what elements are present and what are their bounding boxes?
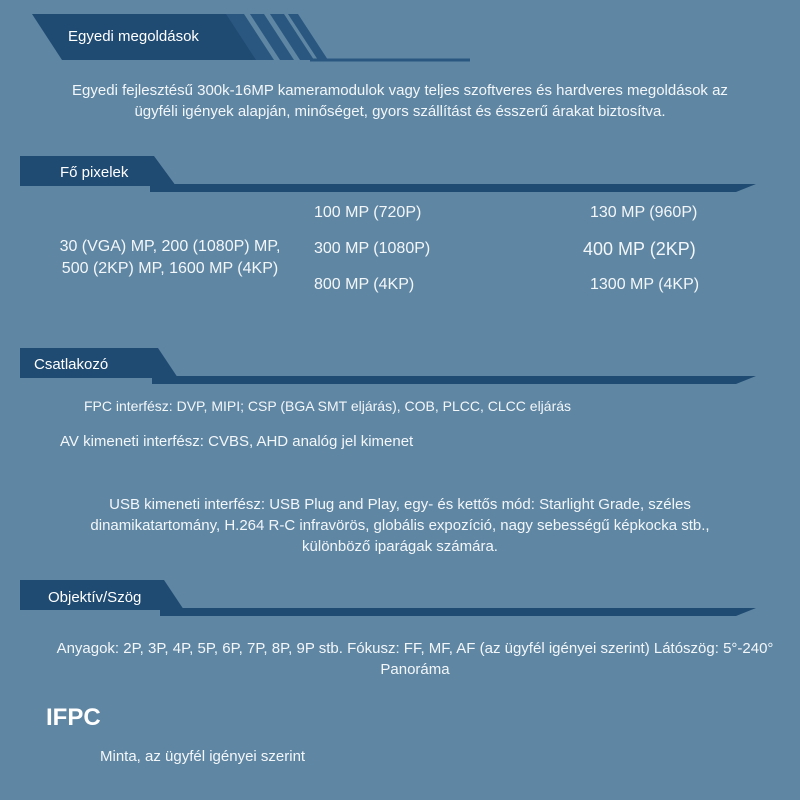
banner-3-rule [152,376,756,384]
pixel-item: 100 MP (720P) [314,204,422,221]
ifpc-description: Minta, az ügyfél igényei szerint [100,748,306,765]
section-header-lens-angle: Objektív/Szög [48,589,142,606]
pixel-item: 400 MP (2KP) [583,239,696,259]
ifpc-title: IFPC [46,704,101,731]
section-header-main-pixels: Fő pixelek [60,164,129,181]
banner-4-rule [160,608,756,616]
pixel-item: 800 MP (4KP) [314,276,415,293]
section-header-connector: Csatlakozó [34,356,109,373]
pixel-item: 1300 MP (4KP) [590,276,700,293]
pixels-left-text: 30 (VGA) MP, 200 (1080P) MP, 500 (2KP) MP, 1600 MP (4KP) [59,238,281,277]
custom-solutions-description: Egyedi fejlesztésű 300k-16MP kameramodulok vagy teljes szoftveres és hardveres megoldások az ügyféli igények alapján, minőséget, gyors szállítást és ésszerű árakat biztosítva. [72,82,728,120]
connector-fpc-line: FPC interfész: DVP, MIPI; CSP (BGA SMT eljárás), COB, PLCC, CLCC eljárás [84,398,572,414]
pixel-item: 130 MP (960P) [590,204,698,221]
connector-usb-line: USB kimeneti interfész: USB Plug and Play, egy- és kettős mód: Starlight Grade, széles dinamikatartomány, H.264 R-C infravörös, globális expozíció, nagy sebességű képkocka stb., különböző iparágak számára. [90,496,710,555]
lens-angle-description: Anyagok: 2P, 3P, 4P, 5P, 6P, 7P, 8P, 9P stb. Fókusz: FF, MF, AF (az ügyfél igényei szerint) Látószög: 5°-240° Panoráma [56,640,774,678]
connector-av-line: AV kimeneti interfész: CVBS, AHD analóg jel kimenet [60,433,414,450]
pixel-item: 300 MP (1080P) [314,240,431,257]
banner-2-rule [150,184,756,192]
section-header-custom-solutions: Egyedi megoldások [68,28,199,45]
